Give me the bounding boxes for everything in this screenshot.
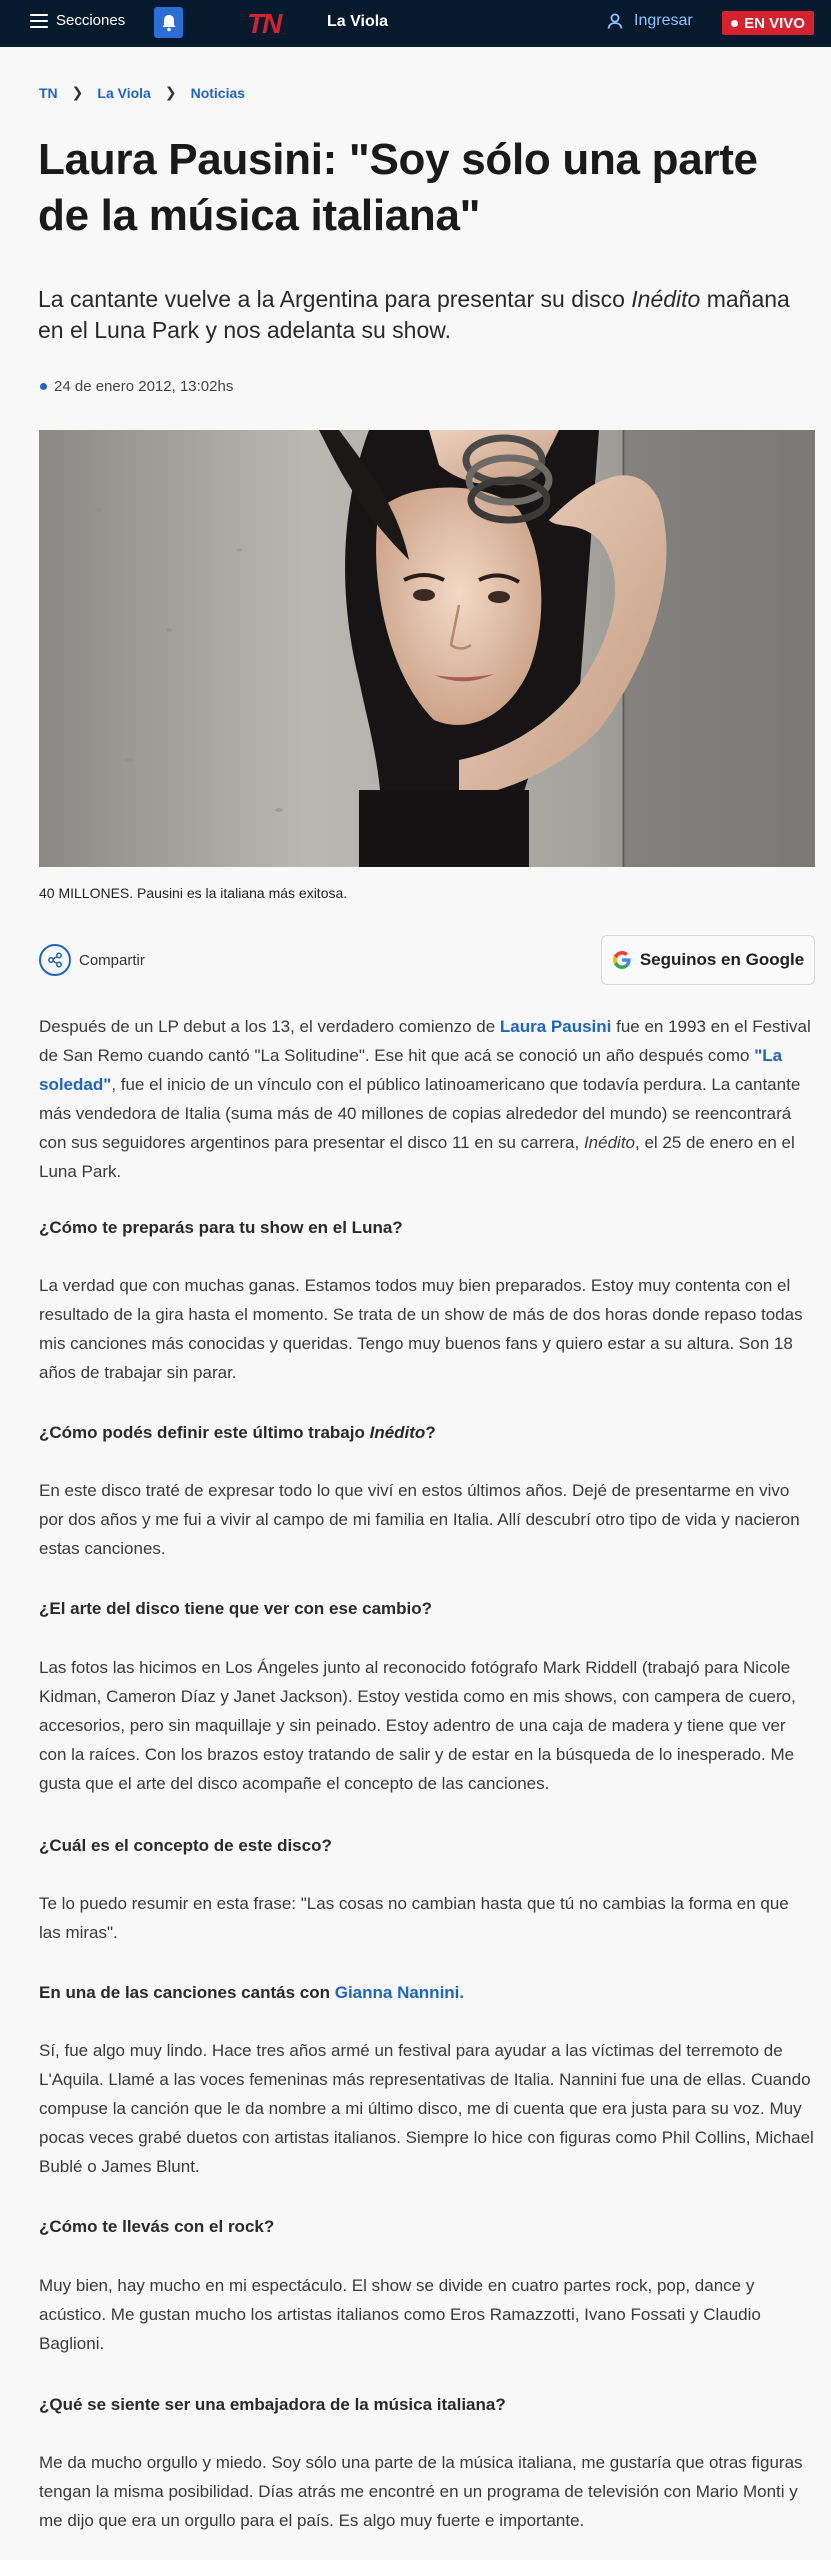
follow-google-label: Seguinos en Google: [639, 950, 805, 969]
publish-date: [40, 378, 233, 395]
breadcrumb: [39, 84, 245, 101]
article-paragraph-1: Después de un LP debut a los 13, el verdadero comienzo de Laura Pausini fue en 1993 en el Festival de San Remo cuando cantó "La Solitudine". Ese hit que acá se conoció un año después como "La soledad", fue el inicio de un vínculo con el público latinoamericano que todavía perdura. La cantante más vendedora de Italia (suma más de 40 millones de copias alrededor del mundo) se reencontrará con sus seguidores argentinos para presentar el disco 11 en su carrera, Inédito, el 25 de enero en el Luna Park.: [39, 1017, 811, 1181]
top-navigation-bar: [0, 0, 831, 47]
question-1: ¿Cómo te preparás para tu show en el Luna?: [39, 1218, 403, 1237]
share-row: [39, 935, 815, 985]
sections-menu-button[interactable]: [30, 12, 125, 29]
publish-date-text: 24 de enero 2012, 13:02hs: [54, 378, 234, 395]
live-button[interactable]: [722, 11, 814, 35]
notifications-button[interactable]: [154, 7, 183, 38]
hero-photo-illustration: [39, 430, 815, 867]
answer-5: Sí, fue algo muy lindo. Hace tres años armé un festival para ayudar a las víctimas del terremoto de L'Aquila. Llamé a las voces femeninas más representativas de Italia. Nannini fue una de ellas. Cuando compuse la canción que le da nombre a mi último disco, me di cuenta que era justa para su voz. Muy pocas veces grabé duetos con artistas italianos. Siempre lo hice con figuras como Phil Collins, Michael Bublé o James Blunt.: [39, 2041, 814, 2176]
breadcrumb-item-noticias[interactable]: Noticias: [190, 84, 246, 101]
question-6: ¿Cómo te llevás con el rock?: [39, 2217, 275, 2236]
question-2: ¿Cómo podés definir este último trabajo Inédito?: [39, 1423, 436, 1442]
breadcrumb-item-la-viola[interactable]: La Viola: [97, 84, 151, 101]
question-4: ¿Cuál es el concepto de este disco?: [39, 1836, 332, 1855]
question-7: ¿Qué se siente ser una embajadora de la música italiana?: [39, 2395, 506, 2414]
share-button[interactable]: [39, 944, 145, 976]
answer-7: Me da mucho orgullo y miedo. Soy sólo una parte de la música italiana, me gustaría que otras figuras tengan la misma posibilidad. Días atrás me encontré en un programa de televisión con Mario Monti y me dijo que era un orgullo para el país. Es algo muy fuerte e importante.: [39, 2453, 803, 2530]
section-name[interactable]: La Viola: [327, 13, 389, 30]
user-icon: [606, 12, 624, 30]
login-label: Ingresar: [634, 12, 693, 29]
bell-icon: [161, 14, 177, 32]
google-icon: [612, 950, 632, 970]
live-label: EN VIVO: [744, 14, 805, 32]
question-3: ¿El arte del disco tiene que ver con ese cambio?: [39, 1599, 433, 1618]
chevron-right-icon: ❯: [164, 84, 177, 100]
answer-6: Muy bien, hay mucho en mi espectáculo. El show se divide en cuatro partes rock, pop, dance y acústico. Me gustan mucho los artistas italianos como Eros Ramazzotti, Ivano Fossati y Claudio Baglioni.: [39, 2276, 761, 2353]
link-gianna-nannini[interactable]: Gianna Nannini.: [334, 1983, 465, 2002]
date-dot-icon: [40, 383, 47, 390]
link-laura-pausini[interactable]: Laura Pausini: [499, 1017, 612, 1036]
question-5: En una de las canciones cantás con Gianna Nannini.: [39, 1983, 465, 2002]
article-subtitle: La cantante vuelve a la Argentina para presentar su disco Inédito mañana en el Luna Park y nos adelanta su show.: [38, 286, 790, 343]
hero-image: [39, 430, 815, 867]
answer-3: Las fotos las hicimos en Los Ángeles junto al reconocido fotógrafo Mark Riddell (trabajó para Nicole Kidman, Cameron Díaz y Janet Jackson). Estoy vestida como en mis shows, con campera de cuero, accesorios, pero sin maquillaje y sin peinado. Estoy adentro de una caja de madera y tiene que ver con la raíces. Con los brazos estoy tratando de salir y de estar en la búsqueda de lo inesperado. Me gusta que el arte del disco acompañe el concepto de las canciones.: [39, 1658, 796, 1793]
chevron-right-icon: ❯: [71, 84, 84, 100]
share-icon: [39, 944, 71, 976]
svg-text:TN: TN: [247, 9, 281, 37]
article-title: Laura Pausini: "Soy sólo una parte de la música italiana": [38, 135, 758, 240]
answer-4: Te lo puedo resumir en esta frase: "Las cosas no cambian hasta que tú no cambias la forma en que las miras".: [39, 1894, 789, 1942]
answer-1: La verdad que con muchas ganas. Estamos todos muy bien preparados. Estoy muy contenta con el resultado de la gira hasta el momento. Se trata de un show de más de dos horas donde repaso todas mis canciones más conocidas y queridas. Tengo muy buenos fans y quiero estar a su altura. Son 18 años de trabajar sin parar.: [39, 1276, 803, 1382]
sections-menu-label: Secciones: [56, 12, 126, 29]
hamburger-icon: [30, 14, 48, 28]
live-dot-icon: [731, 20, 738, 27]
answer-2: En este disco traté de expresar todo lo que viví en estos últimos años. Dejé de presentarme en vivo por dos años y me fui a vivir al campo de mi familia en Italia. Allí descubrí otro tipo de vida y nacieron estas canciones.: [39, 1481, 800, 1558]
follow-google-button[interactable]: [601, 935, 815, 985]
share-label: Compartir: [79, 951, 145, 969]
login-button[interactable]: [606, 12, 693, 30]
breadcrumb-item-tn[interactable]: TN: [39, 84, 58, 101]
image-caption: 40 MILLONES. Pausini es la italiana más exitosa.: [39, 885, 348, 901]
link-la-soledad[interactable]: "La soledad": [39, 1046, 783, 1094]
tn-logo[interactable]: [246, 9, 298, 37]
